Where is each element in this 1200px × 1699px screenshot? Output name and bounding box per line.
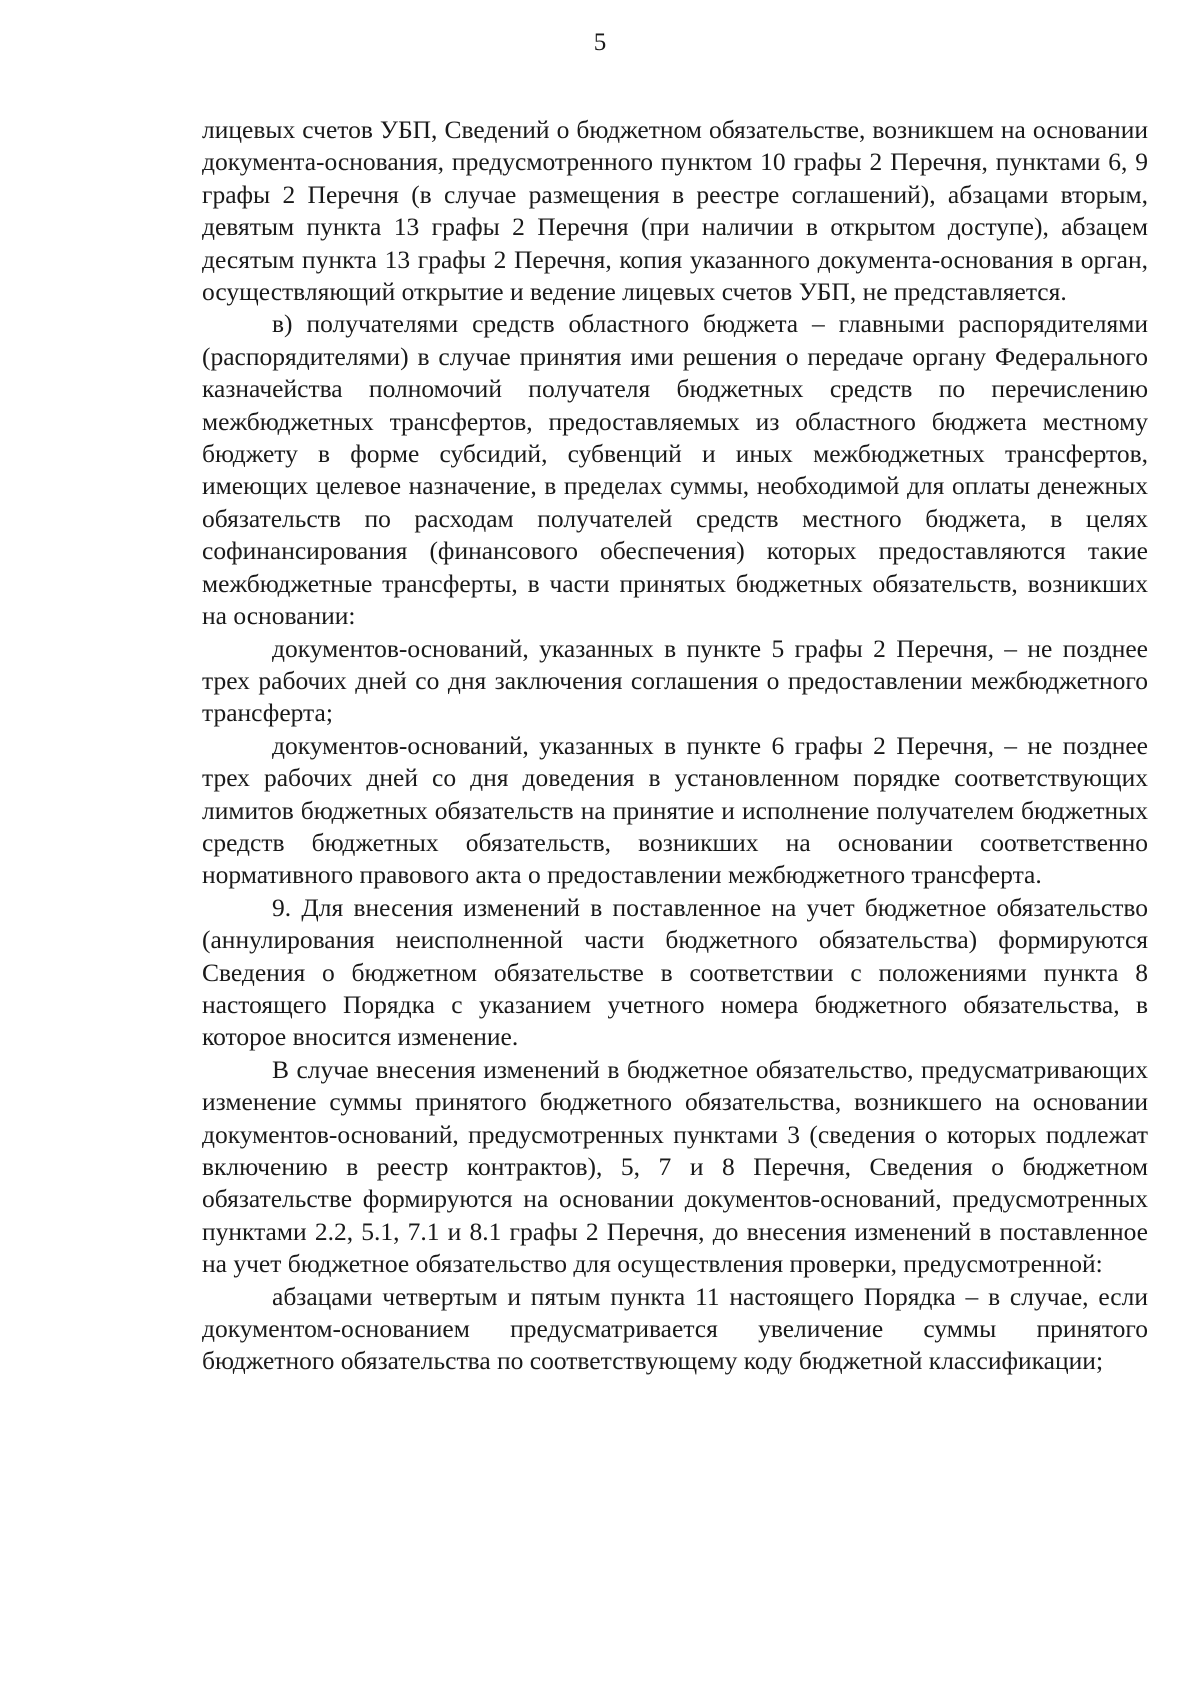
document-body [202,114,1148,1378]
paragraph-continuation: лицевых счетов УБП, Сведений о бюджетном обязательстве, возникшем на основании документа-основания, предусмотренного пунктом 10 графы 2 Перечня, пунктами 6, 9 графы 2 Перечня (в случае размещения в реестре соглашений), абзацами вторым, девятым пункта 13 графы 2 Перечня (при наличии в открытом доступе), абзацем десятым пункта 13 графы 2 Перечня, копия указанного документа-основания в орган, осуществляющий открытие и ведение лицевых счетов УБП, не представляется. [202,115,1148,307]
paragraph-documents-item-5: документов-оснований, указанных в пункте 5 графы 2 Перечня, – не позднее трех рабочих дней со дня заключения соглашения о предоставлении межбюджетного трансферта; [202,633,1148,728]
paragraph-check-clause: абзацами четвертым и пятым пункта 11 настоящего Порядка – в случае, если документом-основанием предусматривается увеличение суммы принятого бюджетного обязательства по соответствующему коду бюджетной классификации; [202,1281,1148,1376]
paragraph-item-v: в) получателями средств областного бюджета – главными распорядителями (распорядителями) в случае принятия ими решения о передаче органу Федерального казначейства полномочий получателя бюджетных средств по перечислению межбюджетных трансфертов, предоставляемых из областного бюджета местному бюджету в форме субсидий, субвенций и иных межбюджетных трансфертов, имеющих целевое назначение, в пределах суммы, необходимой для оплаты денежных обязательств по расходам получателей средств местного бюджета, в целях софинансирования (финансового обеспечения) которых предоставляются такие межбюджетные трансферты, в части принятых бюджетных обязательств, возникших на основании: [202,309,1148,631]
paragraph-section-9: 9. Для внесения изменений в поставленное на учет бюджетное обязательство (аннулирования неисполненной части бюджетного обязательства) формируются Сведения о бюджетном обязательстве в соответствии с положениями пункта 8 настоящего Порядка с указанием учетного номера бюджетного обязательства, в которое вносится изменение. [202,892,1148,1052]
page-number: 5 [593,29,607,56]
paragraph-documents-item-6: документов-оснований, указанных в пункте 6 графы 2 Перечня, – не позднее трех рабочих дней со дня доведения в установленном порядке соответствующих лимитов бюджетных обязательств на принятие и исполнение получателем бюджетных средств бюджетных обязательств, возникших на основании соответственно нормативного правового акта о предоставлении межбюджетного трансферта. [202,730,1148,890]
paragraph-changes-case: В случае внесения изменений в бюджетное обязательство, предусматривающих изменение суммы принятого бюджетного обязательства, возникшего на основании документов-оснований, предусмотренных пунктами 3 (сведения о которых подлежат включению в реестр контрактов), 5, 7 и 8 Перечня, Сведения о бюджетном обязательстве формируются на основании документов-оснований, предусмотренных пунктами 2.2, 5.1, 7.1 и 8.1 графы 2 Перечня, до внесения изменений в поставленное на учет бюджетное обязательство для осуществления проверки, предусмотренной: [202,1054,1148,1279]
